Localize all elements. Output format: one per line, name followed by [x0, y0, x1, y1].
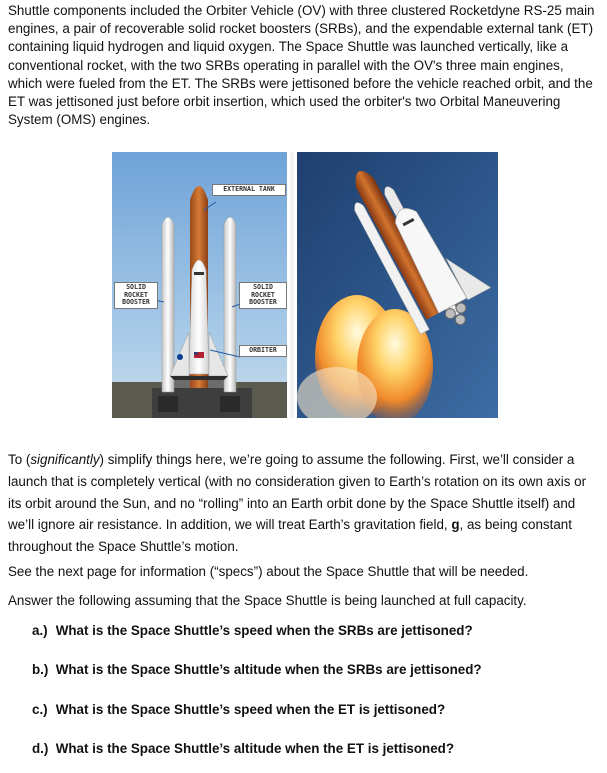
specs-note: See the next page for information (“specs”) about the Space Shuttle that will be needed. [8, 564, 529, 579]
intro-paragraph: Shuttle components included the Orbiter Vehicle (OV) with three clustered Rocketdyne RS-25 main engines, a pair of recoverable solid rocket boosters (SRBs), and the expendable external tank (ET) containing liquid hydrogen and liquid oxygen. The Space Shuttle was launched vertically, like a conventional rocket, with the two SRBs operating in parallel with the OV's three main engines, which were fueled from the ET. The SRBs were jettisoned before the vehicle reached orbit, and the ET was jettisoned just before orbit insertion, which used the orbiter's two Orbital Maneuvering System (OMS) engines. [8, 3, 595, 128]
question-letter: d.) [32, 741, 49, 756]
assumptions-emphasis: significantly [30, 452, 100, 467]
launch-illustration [297, 152, 498, 418]
question-text: What is the Space Shuttle’s altitude when the SRBs are jettisoned? [55, 662, 482, 677]
label-orbiter: ORBITER [239, 345, 287, 357]
assumptions-part-2: ) simplify things here, we’re going to assume the following. First, we’ll consider a launch that is completely vertical (with no consideration given to Earth’s rotation on its own axis or its orbit around the Sun, and no “rolling” into an Earth orbit done by the Space Shuttle itself) and we’ll ignore air resistance. In addition, we will treat Earth’s gravitation field, [8, 452, 587, 533]
question-c [32, 701, 445, 719]
assumptions-part-3: , as being constant throughout the Space Shuttle’s motion. [8, 517, 572, 555]
assumptions-part-1: To ( [8, 452, 31, 467]
question-text: What is the Space Shuttle’s speed when the SRBs are jettisoned? [55, 623, 473, 638]
gravity-symbol: g [451, 517, 460, 533]
question-letter: c.) [32, 702, 48, 717]
answer-note: Answer the following assuming that the Space Shuttle is being launched at full capacity. [8, 593, 527, 608]
question-letter: a.) [32, 623, 48, 638]
launchpad-photo [112, 152, 287, 418]
question-letter: b.) [32, 662, 49, 677]
question-b [32, 661, 482, 679]
photo-divider [290, 152, 294, 418]
label-external-tank: EXTERNAL TANK [212, 184, 286, 196]
question-text: What is the Space Shuttle’s altitude when the ET is jettisoned? [55, 741, 455, 756]
question-text: What is the Space Shuttle’s speed when the ET is jettisoned? [55, 702, 446, 717]
assumptions-paragraph [8, 449, 600, 558]
shuttle-figure [112, 152, 498, 418]
question-d [32, 740, 454, 758]
launch-photo [297, 152, 498, 418]
question-a [32, 622, 473, 640]
label-solid-rocket-booster-right: SOLID ROCKET BOOSTER [239, 282, 287, 309]
label-solid-rocket-booster-left: SOLID ROCKET BOOSTER [114, 282, 158, 309]
